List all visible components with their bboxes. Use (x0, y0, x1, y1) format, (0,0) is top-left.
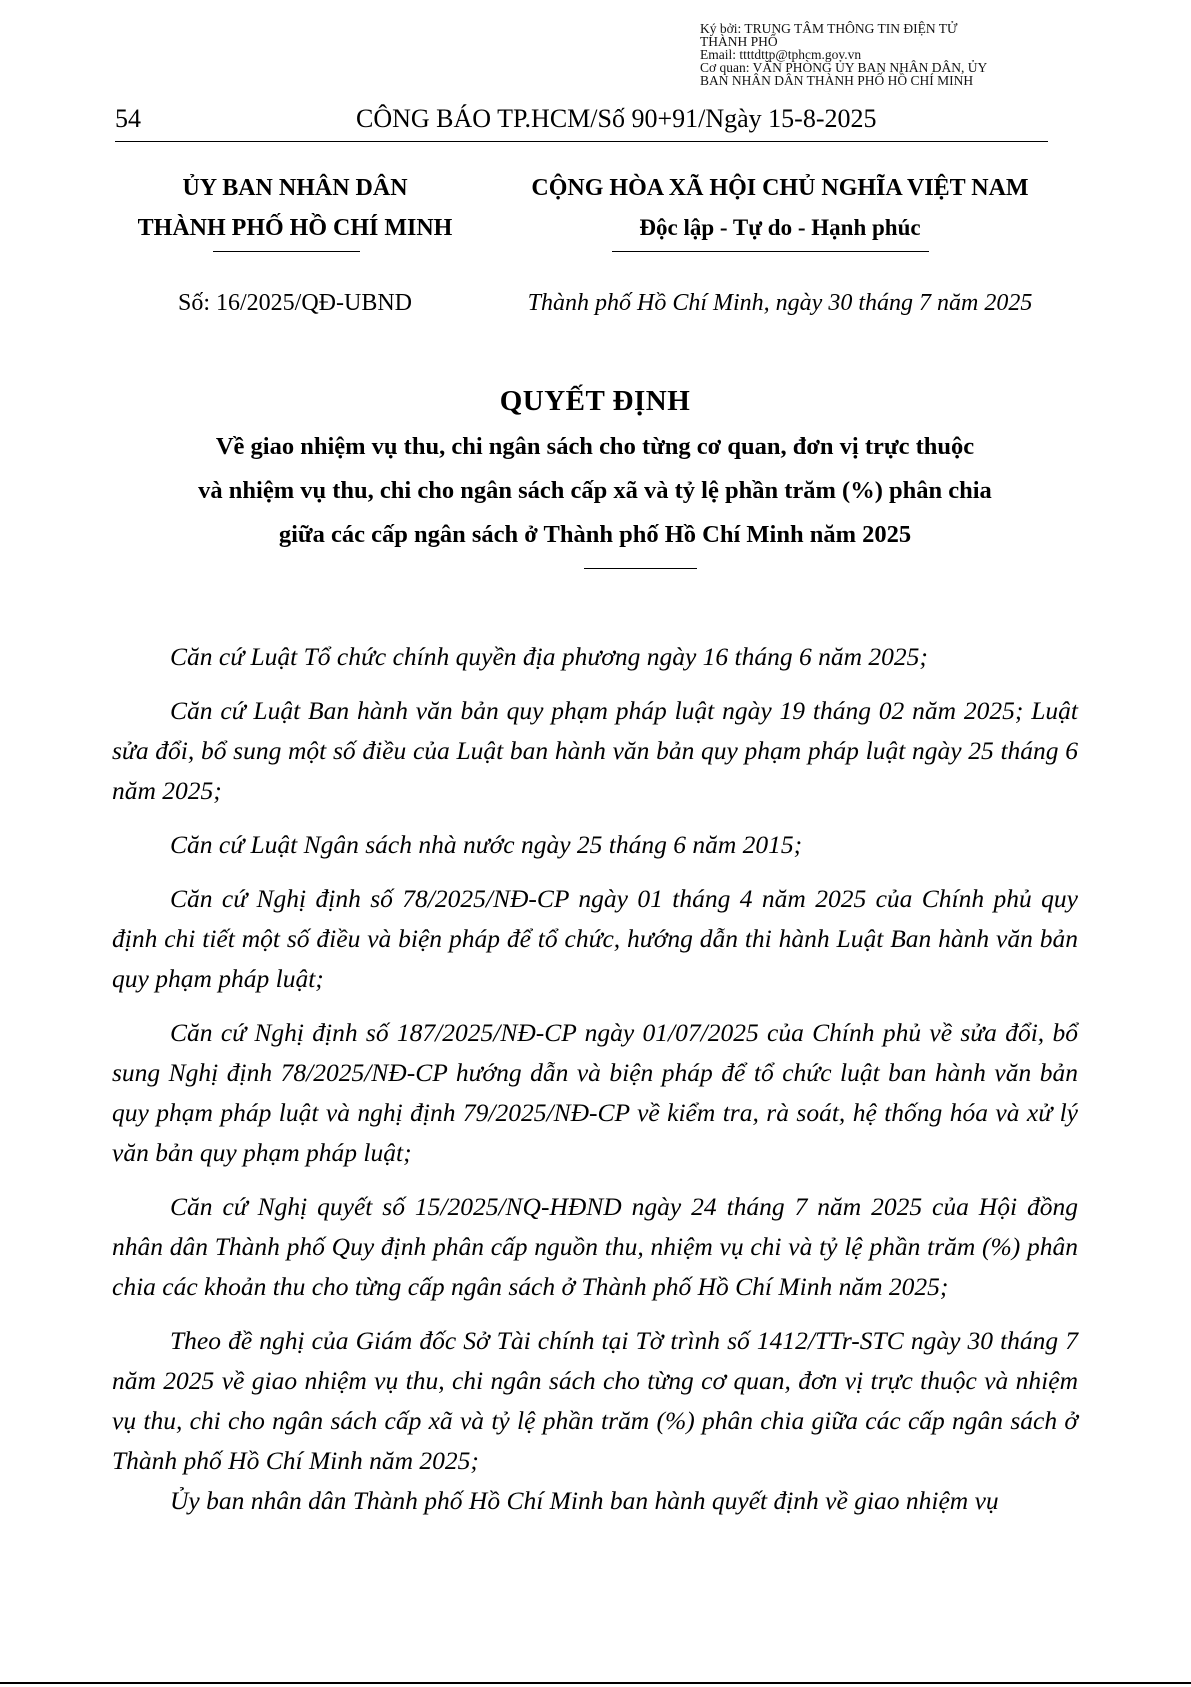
signature-signer: Ký bởi: TRUNG TÂM THÔNG TIN ĐIỆN TỬ (700, 21, 958, 36)
title-underline (584, 568, 697, 569)
authority-line-2: THÀNH PHỐ HỒ CHÍ MINH (137, 215, 453, 241)
signature-signer-cont: THÀNH PHỐ (700, 34, 778, 49)
issuing-authority (100, 168, 490, 248)
subtitle-line-3: giữa các cấp ngân sách ở Thành phố Hồ Chí Minh năm 2025 (278, 521, 912, 548)
signature-agency: Cơ quan: VĂN PHÒNG ỦY BAN NHÂN DÂN, ỦY (700, 60, 988, 75)
national-heading (500, 168, 1060, 248)
preamble-paragraph: Ủy ban nhân dân Thành phố Hồ Chí Minh ban hành quyết định về giao nhiệm vụ (170, 1486, 999, 1515)
preamble-paragraph: Theo đề nghị của Giám đốc Sở Tài chính tại Tờ trình số 1412/TTr-STC ngày 30 tháng 7 năm 2025 về giao nhiệm vụ thu, chi ngân sách cho từng cơ quan, đơn vị trực thuộc và nhiệm vụ thu, chi cho ngân sách cấp xã và tỷ lệ phần trăm (%) phân chia giữa các cấp ngân sách ở Thành phố Hồ Chí Minh năm 2025; (112, 1326, 1078, 1475)
place-and-date: Thành phố Hồ Chí Minh, ngày 30 tháng 7 năm 2025 (527, 290, 1033, 316)
preamble (112, 637, 1078, 1535)
national-motto: Độc lập - Tự do - Hạnh phúc (639, 215, 921, 240)
preamble-paragraph: Căn cứ Luật Ban hành văn bản quy phạm pháp luật ngày 19 tháng 02 năm 2025; Luật sửa đổi, bổ sung một số điều của Luật ban hành văn bản quy phạm pháp luật ngày 25 tháng 6 năm 2025; (112, 696, 1078, 805)
digital-signature-stamp (700, 22, 1120, 87)
authority-line-1: ỦY BAN NHÂN DÂN (182, 175, 408, 201)
signature-email: Email: ttttdttp@tphcm.gov.vn (700, 47, 862, 62)
preamble-paragraph: Căn cứ Nghị định số 187/2025/NĐ-CP ngày 01/07/2025 của Chính phủ về sửa đổi, bổ sung Nghị định 78/2025/NĐ-CP hướng dẫn và biện pháp để tổ chức luật ban hành văn bản quy phạm pháp luật và nghị định 79/2025/NĐ-CP về kiểm tra, rà soát, hệ thống hóa và xử lý văn bản quy phạm pháp luật; (112, 1018, 1078, 1167)
preamble-paragraph: Căn cứ Nghị quyết số 15/2025/NQ-HĐND ngày 24 tháng 7 năm 2025 của Hội đồng nhân dân Thành phố Quy định phân cấp nguồn thu, nhiệm vụ chi và tỷ lệ phần trăm (%) phân chia các khoản thu cho từng cấp ngân sách ở Thành phố Hồ Chí Minh năm 2025; (112, 1192, 1078, 1301)
preamble-paragraph: Căn cứ Luật Ngân sách nhà nước ngày 25 tháng 6 năm 2015; (170, 830, 803, 859)
motto-underline (612, 251, 929, 252)
preamble-paragraph: Căn cứ Nghị định số 78/2025/NĐ-CP ngày 01 tháng 4 năm 2025 của Chính phủ quy định chi tiết một số điều và biện pháp để tổ chức, hướng dẫn thi hành Luật Ban hành văn bản quy phạm pháp luật; (112, 884, 1078, 993)
subtitle-line-1: Về giao nhiệm vụ thu, chi ngân sách cho từng cơ quan, đơn vị trực thuộc (215, 433, 975, 460)
decision-title: QUYẾT ĐỊNH (499, 385, 691, 417)
document-number: Số: 16/2025/QĐ-UBND (177, 290, 412, 316)
decision-subtitle (115, 425, 1075, 557)
authority-underline (213, 251, 360, 252)
preamble-paragraph: Căn cứ Luật Tổ chức chính quyền địa phương ngày 16 tháng 6 năm 2025; (170, 642, 928, 671)
gazette-title: CÔNG BÁO TP.HCM/Số 90+91/Ngày 15-8-2025 (356, 104, 877, 133)
subtitle-line-2: và nhiệm vụ thu, chi cho ngân sách cấp xã và tỷ lệ phần trăm (%) phân chia (198, 477, 992, 504)
page-number: 54 (115, 104, 141, 133)
gazette-divider (115, 141, 1048, 142)
nation-name: CỘNG HÒA XÃ HỘI CHỦ NGHĨA VIỆT NAM (531, 175, 1029, 201)
signature-agency-cont: BAN NHÂN DÂN THÀNH PHỐ HỒ CHÍ MINH (700, 73, 974, 88)
page-bottom-border (0, 1682, 1191, 1684)
